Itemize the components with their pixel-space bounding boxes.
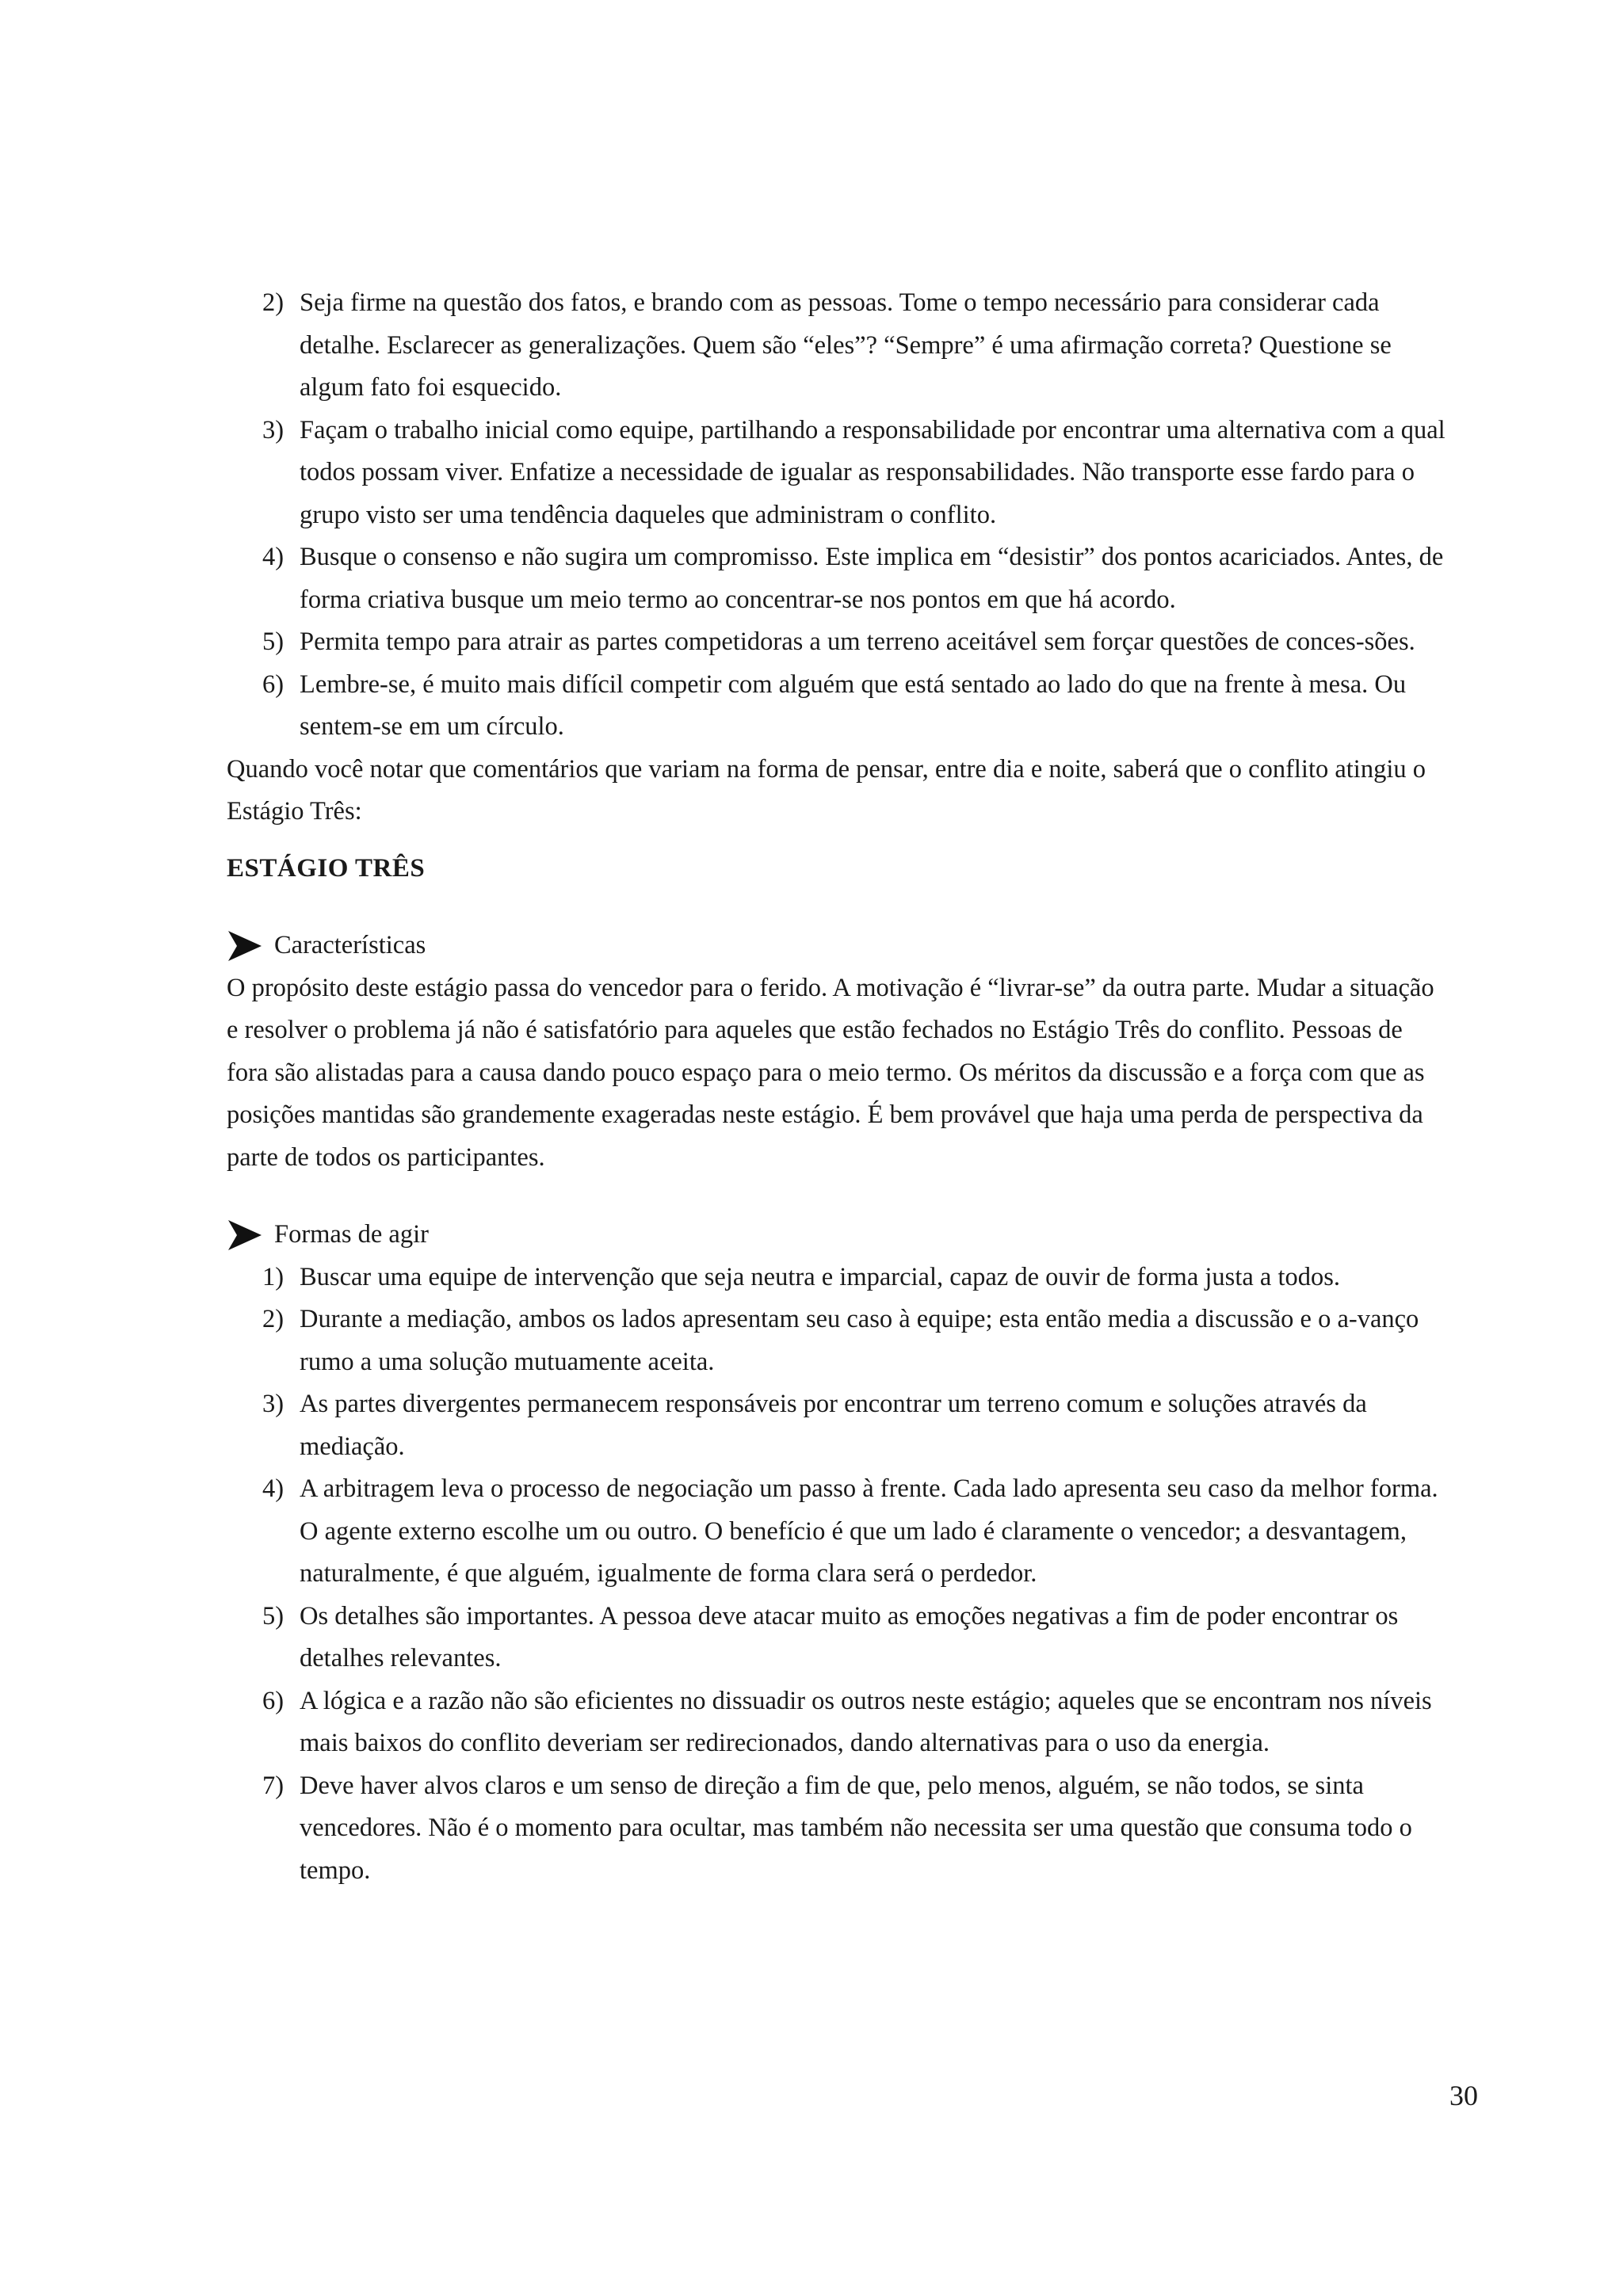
list-item-text: Permita tempo para atrair as partes competidoras a um terreno aceitável sem forçar questões de conces-sões.: [300, 627, 1415, 656]
list-item-number: 7): [262, 1771, 285, 1800]
list-item: [227, 410, 1447, 537]
list-item-number: 3): [262, 1390, 285, 1418]
characteristics-label-text: Características: [274, 931, 426, 959]
page-number: 30: [1449, 2080, 1478, 2111]
list-item-text: Façam o trabalho inicial como equipe, partilhando a responsabilidade por encontrar uma alternativa com a qual todos possam viver. Enfatize a necessidade de igualar as responsabilidades. Não transporte esse fardo para o grupo visto ser uma tendência daqueles que administram o conflito.: [300, 415, 1445, 529]
list-item-number: 5): [262, 1601, 285, 1630]
list-item: [227, 536, 1447, 621]
characteristics-label: [227, 925, 1447, 967]
list-item-text: Seja firme na questão dos fatos, e brando com as pessoas. Tome o tempo necessário para considerar cada detalhe. Esclarecer as generalizações. Quem são “eles”? “Sempre” é uma afirmação correta? Questione se algum fato foi esquecido.: [300, 288, 1392, 402]
list-item-number: 4): [262, 1474, 285, 1503]
list-item-number: 1): [262, 1262, 285, 1291]
list-item-text: Durante a mediação, ambos os lados apresentam seu caso à equipe; esta então media a discussão e o a-vanço rumo a uma solução mutuamente aceita.: [300, 1305, 1419, 1376]
transition-paragraph: Quando você notar que comentários que variam na forma de pensar, entre dia e noite, saberá que o conflito atingiu o Estágio Três:: [227, 754, 1426, 826]
arrowhead-bullet-icon: [227, 929, 263, 963]
list-item-text: Os detalhes são importantes. A pessoa deve atacar muito as emoções negativas a fim de poder encontrar os detalhes relevantes.: [300, 1601, 1399, 1672]
list-item-text: A arbitragem leva o processo de negociação um passo à frente. Cada lado apresenta seu caso da melhor forma. O agente externo escolhe um ou outro. O benefício é que um lado é claramente o vencedor; a desvantagem, naturalmente, é que alguém, igualmente de forma clara será o perdedor.: [300, 1474, 1438, 1588]
list-item-number: 2): [262, 288, 285, 317]
arrowhead-bullet-icon: [227, 1219, 263, 1252]
list-item-number: 5): [262, 627, 285, 656]
list-item: [227, 1765, 1447, 1893]
list-item-text: Deve haver alvos claros e um senso de direção a fim de que, pelo menos, alguém, se não todos, se sinta vencedores. Não é o momento para ocultar, mas também não necessita ser uma questão que consuma todo o tempo.: [300, 1771, 1412, 1885]
list-item-text: Lembre-se, é muito mais difícil competir com alguém que está sentado ao lado do que na frente à mesa. Ou sentem-se em um círculo.: [300, 669, 1407, 741]
list-item-text: As partes divergentes permanecem responsáveis por encontrar um terreno comum e soluções através da mediação.: [300, 1390, 1367, 1461]
page-content: [227, 282, 1447, 1892]
list-item-number: 6): [262, 669, 285, 699]
list-item: [227, 1383, 1447, 1468]
list-item-number: 3): [262, 415, 285, 444]
stage-two-action-list: [227, 282, 1447, 749]
list-item: [227, 1299, 1447, 1383]
list-item-number: 2): [262, 1305, 285, 1333]
list-item: [227, 621, 1447, 664]
list-item-text: Buscar uma equipe de intervenção que seja neutra e imparcial, capaz de ouvir de forma justa a todos.: [300, 1262, 1340, 1291]
characteristics-paragraph: O propósito deste estágio passa do vencedor para o ferido. A motivação é “livrar-se” da outra parte. Mudar a situação e resolver o problema já não é satisfatório para aqueles que estão fechados no Estágio Três do conflito. Pessoas de fora são alistadas para a causa dando pouco espaço para o meio termo. Os méritos da discussão e a força com que as posições mantidas são grandemente exageradas neste estágio. É bem provável que haja uma perda de perspectiva da parte de todos os participantes.: [227, 973, 1434, 1172]
list-item: [227, 1680, 1447, 1765]
actions-label: [227, 1214, 1447, 1257]
list-item-text: Busque o consenso e não sugira um compromisso. Este implica em “desistir” dos pontos acariciados. Antes, de forma criativa busque um meio termo ao concentrar-se nos pontos em que há acordo.: [300, 543, 1444, 614]
stage-three-action-list: [227, 1257, 1447, 1893]
list-item: [227, 664, 1447, 749]
list-item-text: A lógica e a razão não são eficientes no dissuadir os outros neste estágio; aqueles que se encontram nos níveis mais baixos do conflito deveriam ser redirecionados, dando alternativas para o uso da energia.: [300, 1686, 1432, 1757]
section-heading-stage-three: ESTÁGIO TRÊS: [227, 853, 426, 883]
list-item: [227, 1257, 1447, 1299]
list-item: [227, 1468, 1447, 1596]
list-item: [227, 282, 1447, 410]
list-item-number: 4): [262, 543, 285, 571]
actions-label-text: Formas de agir: [274, 1220, 429, 1249]
list-item: [227, 1596, 1447, 1680]
list-item-number: 6): [262, 1686, 285, 1715]
